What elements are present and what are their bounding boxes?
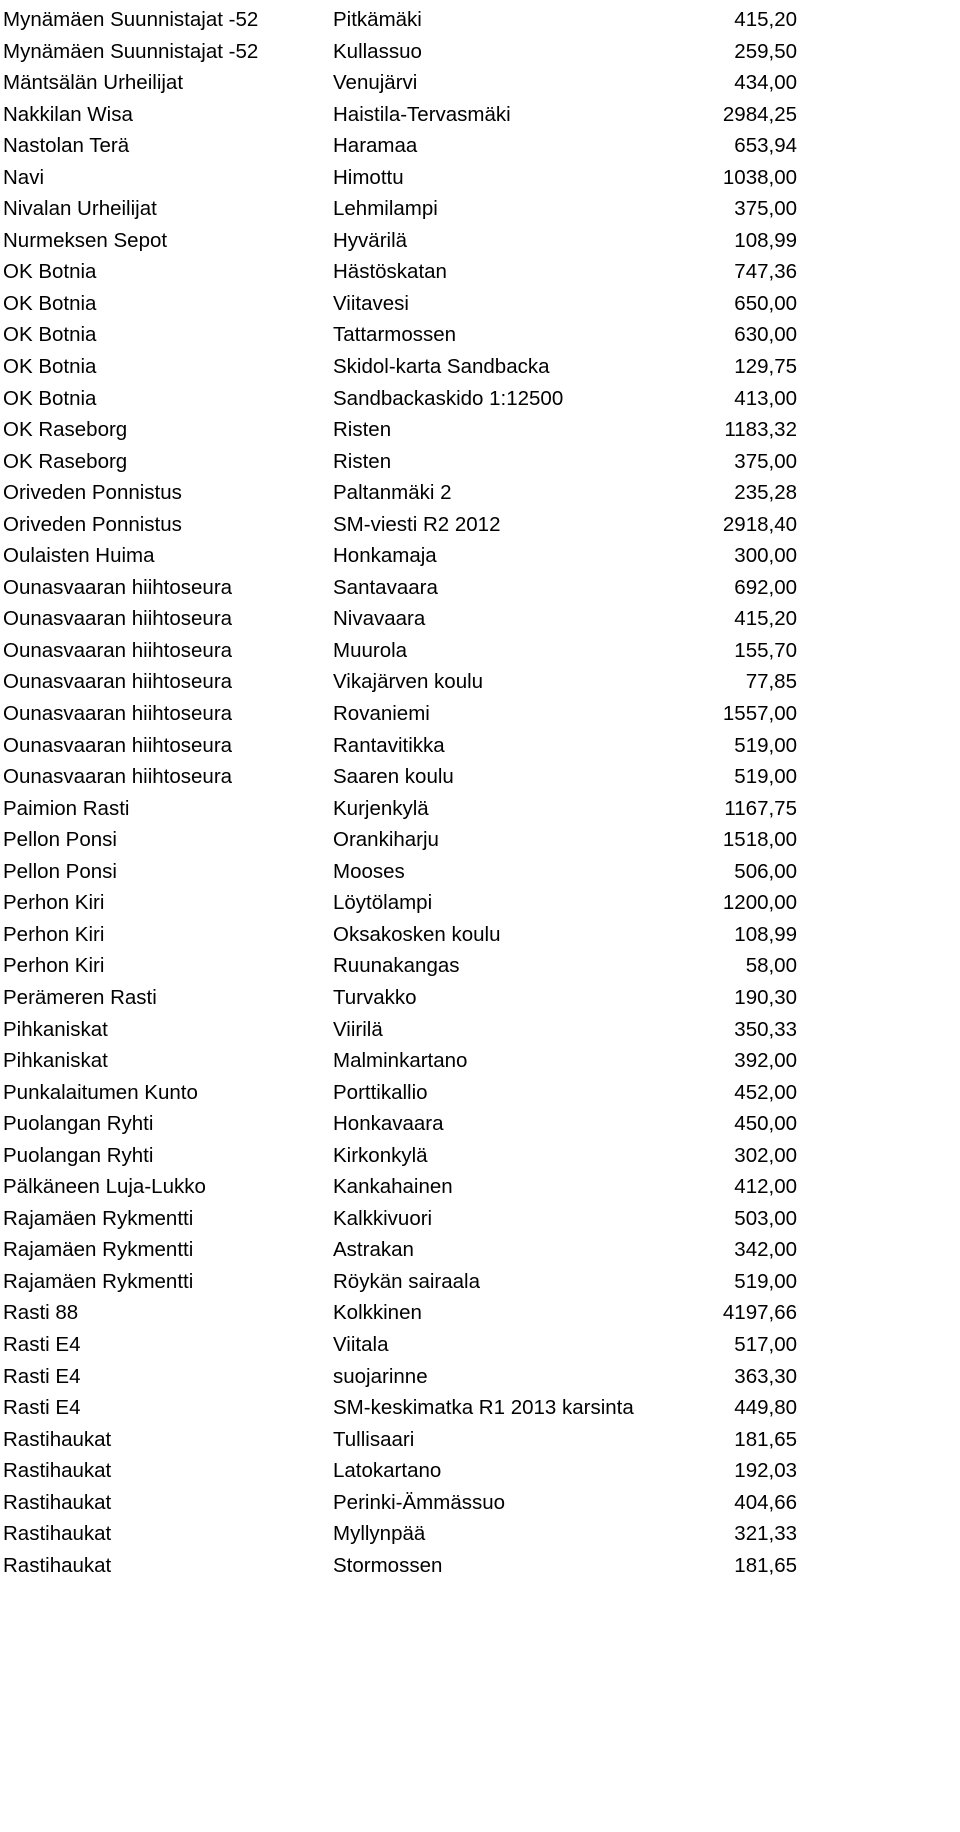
map-cell: Saaren koulu	[333, 765, 454, 789]
amount-cell: 449,80	[734, 1396, 797, 1420]
amount-cell: 375,00	[734, 449, 797, 473]
amount-cell: 1200,00	[722, 891, 797, 915]
table-row	[0, 414, 960, 446]
amount-cell: 235,28	[734, 481, 797, 505]
table-row	[0, 761, 960, 793]
amount-cell: 155,70	[734, 638, 797, 662]
amount-cell: 519,00	[734, 733, 797, 757]
club-cell: Rastihaukat	[3, 1553, 112, 1577]
club-cell: Rastihaukat	[3, 1459, 112, 1483]
club-cell: Perhon Kiri	[3, 922, 105, 946]
table-row	[0, 351, 960, 383]
club-cell: Pihkaniskat	[3, 1017, 108, 1041]
amount-cell: 77,85	[745, 670, 797, 694]
club-cell: Paimion Rasti	[3, 796, 130, 820]
club-cell: Mynämäen Suunnistajat -52	[3, 39, 259, 63]
table-row	[0, 635, 960, 667]
map-cell: Kolkkinen	[333, 1301, 422, 1325]
table-row	[0, 1297, 960, 1329]
club-cell: Perämeren Rasti	[3, 985, 157, 1009]
table-row	[0, 67, 960, 99]
table-row	[0, 193, 960, 225]
map-cell: Rantavitikka	[333, 733, 445, 757]
map-cell: Viirilä	[333, 1017, 383, 1041]
club-cell: Navi	[3, 165, 45, 189]
amount-cell: 302,00	[734, 1143, 797, 1167]
table-row	[0, 1518, 960, 1550]
club-cell: Perhon Kiri	[3, 891, 105, 915]
map-cell: Perinki-Ämmässuo	[333, 1490, 506, 1514]
table-row	[0, 824, 960, 856]
club-cell: Ounasvaaran hiihtoseura	[3, 638, 233, 662]
club-cell: Oriveden Ponnistus	[3, 512, 182, 536]
table-row	[0, 1140, 960, 1172]
table-row	[0, 1108, 960, 1140]
table-row	[0, 1171, 960, 1203]
amount-cell: 692,00	[734, 575, 797, 599]
club-cell: Pälkäneen Luja-Lukko	[3, 1175, 206, 1199]
amount-cell: 392,00	[734, 1049, 797, 1073]
amount-cell: 181,65	[734, 1427, 797, 1451]
club-cell: Nurmeksen Sepot	[3, 228, 168, 252]
map-cell: Honkamaja	[333, 544, 437, 568]
club-cell: Perhon Kiri	[3, 954, 105, 978]
map-cell: Skidol-karta Sandbacka	[333, 355, 550, 379]
table-row	[0, 1045, 960, 1077]
club-cell: OK Botnia	[3, 260, 97, 284]
amount-cell: 404,66	[734, 1490, 797, 1514]
table-row	[0, 540, 960, 572]
map-cell: Himottu	[333, 165, 404, 189]
table-row	[0, 1329, 960, 1361]
club-cell: Rastihaukat	[3, 1490, 112, 1514]
table-row	[0, 256, 960, 288]
club-cell: Ounasvaaran hiihtoseura	[3, 765, 233, 789]
club-cell: Mäntsälän Urheilijat	[3, 71, 184, 95]
club-cell: Ounasvaaran hiihtoseura	[3, 575, 233, 599]
map-cell: Haramaa	[333, 134, 418, 158]
club-cell: Punkalaitumen Kunto	[3, 1080, 198, 1104]
table-row	[0, 603, 960, 635]
amount-cell: 452,00	[734, 1080, 797, 1104]
map-cell: Kullassuo	[333, 39, 422, 63]
table-row	[0, 1014, 960, 1046]
club-cell: Puolangan Ryhti	[3, 1143, 154, 1167]
table-row	[0, 99, 960, 131]
club-cell: Rajamäen Rykmentti	[3, 1269, 194, 1293]
amount-cell: 650,00	[734, 291, 797, 315]
map-cell: Löytölampi	[333, 891, 433, 915]
table-row	[0, 698, 960, 730]
amount-cell: 450,00	[734, 1112, 797, 1136]
table-row	[0, 162, 960, 194]
table-row	[0, 130, 960, 162]
map-cell: Muurola	[333, 638, 408, 662]
table-row	[0, 572, 960, 604]
amount-cell: 321,33	[734, 1522, 797, 1546]
club-cell: Nastolan Terä	[3, 134, 130, 158]
amount-cell: 1038,00	[722, 165, 797, 189]
amount-cell: 58,00	[745, 954, 797, 978]
club-cell: Rastihaukat	[3, 1522, 112, 1546]
map-cell: Viitavesi	[333, 291, 409, 315]
table-row	[0, 225, 960, 257]
table-row	[0, 919, 960, 951]
club-cell: Oulaisten Huima	[3, 544, 155, 568]
map-cell: Venujärvi	[333, 71, 418, 95]
map-cell: Astrakan	[333, 1238, 414, 1262]
map-cell: Santavaara	[333, 575, 438, 599]
amount-cell: 630,00	[734, 323, 797, 347]
map-cell: SM-keskimatka R1 2013 karsinta	[333, 1396, 634, 1420]
amount-cell: 1183,32	[724, 418, 797, 442]
amount-cell: 4197,66	[722, 1301, 797, 1325]
amount-cell: 517,00	[734, 1332, 797, 1356]
table-row	[0, 950, 960, 982]
map-cell: Malminkartano	[333, 1049, 468, 1073]
club-cell: Nakkilan Wisa	[3, 102, 133, 126]
club-cell: OK Botnia	[3, 355, 97, 379]
table-row	[0, 477, 960, 509]
amount-cell: 300,00	[734, 544, 797, 568]
table-row	[0, 730, 960, 762]
amount-cell: 747,36	[734, 260, 797, 284]
club-cell: OK Raseborg	[3, 418, 128, 442]
club-cell: Rasti E4	[3, 1396, 81, 1420]
table-row	[0, 1266, 960, 1298]
amount-cell: 190,30	[734, 985, 797, 1009]
club-cell: OK Botnia	[3, 291, 97, 315]
map-cell: Vikajärven koulu	[333, 670, 484, 694]
map-cell: Mooses	[333, 859, 405, 883]
table-row	[0, 1203, 960, 1235]
table-row	[0, 666, 960, 698]
map-cell: Nivavaara	[333, 607, 426, 631]
map-cell: Turvakko	[333, 985, 417, 1009]
amount-cell: 1167,75	[724, 796, 797, 820]
table-row	[0, 36, 960, 68]
table-row	[0, 1487, 960, 1519]
map-cell: Stormossen	[333, 1553, 443, 1577]
amount-cell: 350,33	[734, 1017, 797, 1041]
table-row	[0, 446, 960, 478]
amount-cell: 434,00	[734, 71, 797, 95]
table-row	[0, 319, 960, 351]
club-cell: Pihkaniskat	[3, 1049, 108, 1073]
amount-cell: 342,00	[734, 1238, 797, 1262]
amount-cell: 1518,00	[722, 828, 797, 852]
club-cell: Rasti E4	[3, 1332, 81, 1356]
table-row	[0, 982, 960, 1014]
map-cell: Pitkämäki	[333, 8, 422, 31]
map-cell: Viitala	[333, 1332, 389, 1356]
map-cell: Lehmilampi	[333, 197, 438, 221]
table-row	[0, 793, 960, 825]
amount-cell: 415,20	[734, 8, 797, 31]
table-row	[0, 1077, 960, 1109]
map-cell: Tattarmossen	[333, 323, 457, 347]
map-cell: Röykän sairaala	[333, 1269, 480, 1293]
table-row	[0, 1550, 960, 1582]
map-cell: Kalkkivuori	[333, 1206, 433, 1230]
map-cell: Paltanmäki 2	[333, 481, 452, 505]
map-cell: suojarinne	[333, 1364, 428, 1388]
table-row	[0, 856, 960, 888]
club-cell: Pellon Ponsi	[3, 859, 117, 883]
table-row	[0, 887, 960, 919]
map-cell: Honkavaara	[333, 1112, 444, 1136]
club-cell: Rastihaukat	[3, 1427, 112, 1451]
map-cell: Hyvärilä	[333, 228, 408, 252]
amount-cell: 519,00	[734, 1269, 797, 1293]
map-cell: Kankahainen	[333, 1175, 453, 1199]
amount-cell: 108,99	[734, 922, 797, 946]
amount-cell: 1557,00	[722, 702, 797, 726]
amount-cell: 181,65	[734, 1553, 797, 1577]
map-cell: Hästöskatan	[333, 260, 447, 284]
map-cell: Oksakosken koulu	[333, 922, 501, 946]
map-cell: Risten	[333, 418, 392, 442]
table-row	[0, 4, 960, 36]
amount-cell: 519,00	[734, 765, 797, 789]
club-cell: Nivalan Urheilijat	[3, 197, 157, 221]
club-cell: Puolangan Ryhti	[3, 1112, 154, 1136]
map-cell: Kirkonkylä	[333, 1143, 428, 1167]
table-row	[0, 288, 960, 320]
amount-cell: 412,00	[734, 1175, 797, 1199]
club-cell: Ounasvaaran hiihtoseura	[3, 670, 233, 694]
club-cell: Rajamäen Rykmentti	[3, 1206, 194, 1230]
club-cell: OK Botnia	[3, 386, 97, 410]
club-cell: Rasti E4	[3, 1364, 81, 1388]
amount-cell: 415,20	[734, 607, 797, 631]
club-cell: Mynämäen Suunnistajat -52	[3, 8, 259, 31]
map-cell: Risten	[333, 449, 392, 473]
amount-cell: 129,75	[734, 355, 797, 379]
club-cell: Pellon Ponsi	[3, 828, 117, 852]
map-cell: Sandbackaskido 1:12500	[333, 386, 564, 410]
amount-cell: 506,00	[734, 859, 797, 883]
map-cell: Kurjenkylä	[333, 796, 429, 820]
amount-cell: 2984,25	[722, 102, 797, 126]
table-row	[0, 383, 960, 415]
amount-cell: 503,00	[734, 1206, 797, 1230]
club-cell: OK Botnia	[3, 323, 97, 347]
map-cell: Tullisaari	[333, 1427, 415, 1451]
amount-cell: 363,30	[734, 1364, 797, 1388]
table-row	[0, 509, 960, 541]
map-cell: Myllynpää	[333, 1522, 426, 1546]
club-cell: Ounasvaaran hiihtoseura	[3, 702, 233, 726]
amount-cell: 259,50	[734, 39, 797, 63]
map-cell: SM-viesti R2 2012	[333, 512, 501, 536]
table-row	[0, 1392, 960, 1424]
amount-cell: 192,03	[734, 1459, 797, 1483]
map-cell: Ruunakangas	[333, 954, 460, 978]
table-row	[0, 1455, 960, 1487]
map-cell: Haistila-Tervasmäki	[333, 102, 511, 126]
table-row	[0, 1424, 960, 1456]
club-cell: Ounasvaaran hiihtoseura	[3, 607, 233, 631]
map-cell: Latokartano	[333, 1459, 442, 1483]
amount-cell: 375,00	[734, 197, 797, 221]
amount-cell: 653,94	[734, 134, 797, 158]
club-cell: Ounasvaaran hiihtoseura	[3, 733, 233, 757]
table-row	[0, 1361, 960, 1393]
amount-cell: 413,00	[734, 386, 797, 410]
club-cell: Rajamäen Rykmentti	[3, 1238, 194, 1262]
map-cell: Orankiharju	[333, 828, 439, 852]
map-cell: Rovaniemi	[333, 702, 430, 726]
club-cell: Oriveden Ponnistus	[3, 481, 182, 505]
amount-cell: 2918,40	[722, 512, 797, 536]
club-cell: Rasti 88	[3, 1301, 79, 1325]
amount-cell: 108,99	[734, 228, 797, 252]
club-cell: OK Raseborg	[3, 449, 128, 473]
table-row	[0, 1234, 960, 1266]
map-cell: Porttikallio	[333, 1080, 428, 1104]
